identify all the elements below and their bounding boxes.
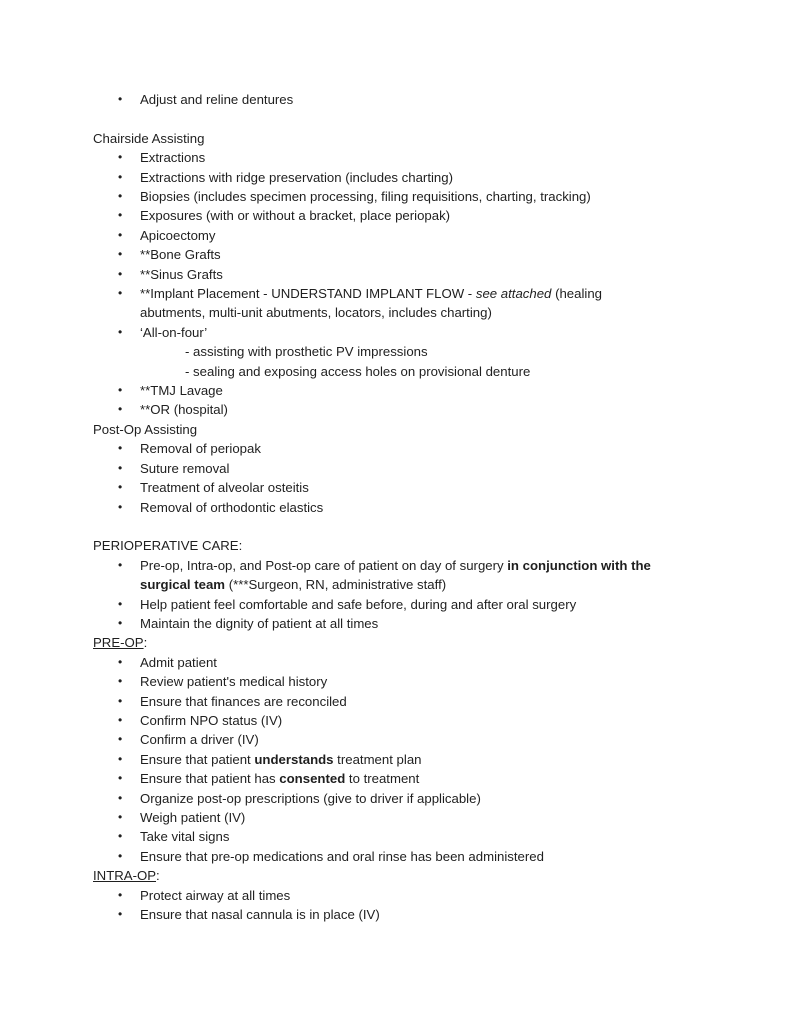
heading-text: INTRA-OP: [93,868,160,884]
bullet-item [93,148,791,167]
line-text: Maintain the dignity of patient at all times [140,615,379,631]
bullet-item [93,459,791,478]
bullet-item [93,206,791,225]
bullet-icon: • [118,441,123,456]
line-text: Removal of periopak [140,441,261,457]
bullet-item [93,692,791,711]
line-text: Exposures (with or without a bracket, place periopak) [140,208,451,224]
bullet-icon: • [118,189,123,204]
bullet-item [93,90,791,109]
blank-line [93,517,791,536]
bullet-item [93,265,791,284]
bullet-icon: • [118,286,123,301]
line-text: Confirm NPO status (IV) [140,712,283,728]
bullet-icon: • [118,499,123,514]
bullet-item [93,750,791,769]
bullet-item [93,886,791,905]
section-heading [93,536,791,555]
bullet-icon: • [118,810,123,824]
bullet-item [93,595,791,614]
bullet-icon: • [118,480,123,495]
bullet-item [93,400,791,419]
line-text: ‘All-on-four’ [140,324,208,340]
line-text: Ensure that nasal cannula is in place (IV) [140,907,380,923]
heading-text: Post-Op Assisting [93,421,198,437]
line-text: Weigh patient (IV) [140,810,246,825]
bullet-icon: • [118,208,123,223]
bullet-item [93,226,791,245]
bullet-item [93,827,791,846]
bullet-icon: • [118,266,123,281]
bullet-item [93,478,791,497]
bullet-item [93,653,791,672]
section-heading [93,420,791,439]
line-text: Adjust and reline dentures [140,92,294,107]
bullet-item [93,556,791,595]
line-text: Help patient feel comfortable and safe before, during and after oral surgery [140,596,577,612]
line-text: Biopsies (includes specimen processing, filing requisitions, charting, tracking) [140,189,591,205]
bullet-icon: • [118,829,123,844]
bullet-icon: • [118,693,123,708]
bullet-icon: • [118,790,123,805]
bullet-icon: • [118,907,123,922]
bullet-item [93,614,791,633]
bullet-icon: • [118,732,123,747]
bullet-icon: • [118,227,123,242]
line-text: Organize post-op prescriptions (give to driver if applicable) [140,790,481,806]
bullet-icon: • [118,712,123,727]
heading-text: PRE-OP: [93,635,148,651]
section-heading [93,129,791,148]
line-text: Extractions with ridge preservation (includes charting) [140,169,453,185]
line-text: **Implant Placement - UNDERSTAND IMPLANT FLOW - see attached (healing abutments, multi-unit abutments, locators, includes charting) [140,286,602,321]
bullet-item [93,498,791,517]
line-text: Review patient's medical history [140,674,328,690]
line-text: Admit patient [140,654,217,670]
line-text: **Sinus Grafts [140,266,223,282]
line-text: - assisting with prosthetic PV impressions [185,344,428,360]
bullet-item [93,769,791,788]
bullet-item [93,672,791,691]
bullet-icon: • [118,247,123,262]
bullet-icon: • [118,848,123,863]
bullet-item [93,284,791,323]
bullet-item [93,711,791,730]
bullet-icon: • [118,771,123,786]
bullet-icon: • [118,169,123,184]
bullet-item [93,323,791,342]
line-text: Treatment of alveolar osteitis [140,480,309,496]
bullet-item [93,187,791,206]
bullet-item [93,789,791,808]
line-text: Ensure that finances are reconciled [140,693,347,709]
bullet-item [93,905,791,924]
bullet-icon: • [118,615,123,630]
line-text: **OR (hospital) [140,402,228,418]
line-text: Pre-op, Intra-op, and Post-op care of patient on day of surgery in conjunction with the surgical team (***Surgeon, RN, administrative staff) [140,557,651,593]
dash-sub-item [93,342,791,361]
dash-sub-item [93,362,791,381]
line-text: - sealing and exposing access holes on provisional denture [185,363,531,379]
section-heading [93,866,791,885]
bullet-icon: • [118,654,123,669]
bullet-item [93,730,791,749]
bullet-item [93,168,791,187]
line-text: Ensure that pre-op medications and oral rinse has been administered [140,848,544,864]
bullet-icon: • [118,92,123,106]
bullet-item [93,381,791,400]
bullet-icon: • [118,557,123,572]
bullet-icon: • [118,150,123,165]
line-text: Protect airway at all times [140,887,291,903]
line-text: **Bone Grafts [140,247,221,263]
bullet-icon: • [118,596,123,611]
line-text: Ensure that patient has consented to treatment [140,771,420,787]
line-text: Apicoectomy [140,227,216,243]
section-heading [93,633,791,652]
document-body [93,90,791,924]
line-text: Removal of orthodontic elastics [140,499,324,515]
bullet-icon: • [118,383,123,398]
heading-text: Chairside Assisting [93,130,205,146]
bullet-icon: • [118,460,123,475]
line-text: Extractions [140,150,206,166]
bullet-item [93,847,791,866]
bullet-item [93,245,791,264]
line-text: Suture removal [140,460,230,476]
line-text: **TMJ Lavage [140,383,223,399]
blank-line [93,109,791,128]
heading-text: PERIOPERATIVE CARE: [93,538,243,554]
bullet-icon: • [118,674,123,689]
bullet-icon: • [118,887,123,902]
bullet-icon: • [118,751,123,766]
line-text: Ensure that patient understands treatment plan [140,751,422,767]
bullet-icon: • [118,402,123,417]
line-text: Confirm a driver (IV) [140,732,259,748]
line-text: Take vital signs [140,829,230,845]
bullet-icon: • [118,324,123,339]
bullet-item [93,439,791,458]
bullet-item [93,808,791,827]
